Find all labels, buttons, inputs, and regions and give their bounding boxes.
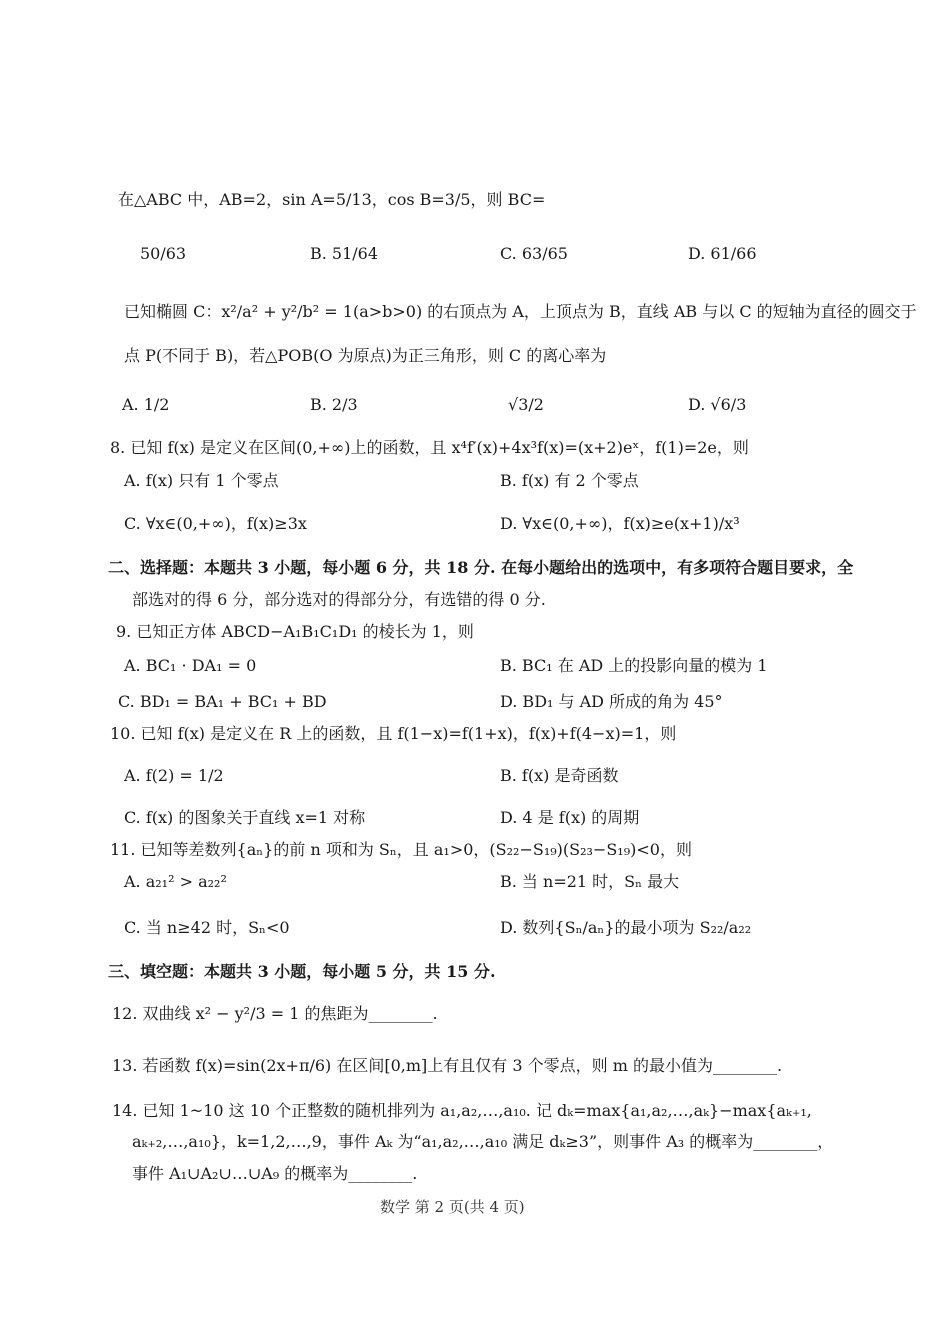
q10-option-a: A. f(2) = 1/2 [124,766,224,785]
q8-option-c: C. ∀x∈(0,+∞)，f(x)≥3x [124,514,307,533]
q10-option-b: B. f(x) 是奇函数 [500,766,619,785]
q11-option-c: C. 当 n≥42 时，Sₙ<0 [124,918,290,937]
q9-option-d: D. BD₁ 与 AD 所成的角为 45° [500,692,723,711]
q5-option-d: D. 61/66 [688,244,757,263]
q14-line3: 事件 A₁∪A₂∪…∪A₉ 的概率为________. [132,1164,418,1183]
q12-stem: 12. 双曲线 x² − y²/3 = 1 的焦距为________. [112,1004,438,1023]
q5-stem: 在△ABC 中，AB=2，sin A=5/13，cos B=3/5，则 BC= [118,190,546,209]
page-footer: 数学 第 2 页(共 4 页) [380,1198,525,1216]
q10-option-d: D. 4 是 f(x) 的周期 [500,808,640,827]
q9-option-c: C. BD₁ = BA₁ + BC₁ + BD [118,692,327,711]
q9-option-b: B. BC₁ 在 AD 上的投影向量的模为 1 [500,656,768,675]
q8-option-d: D. ∀x∈(0,+∞)，f(x)≥e(x+1)/x³ [500,514,740,533]
section2-heading-line1: 二、选择题：本题共 3 小题，每小题 6 分，共 18 分. 在每小题给出的选项中，有多项符合题目要求，全 [108,558,854,577]
q14-line2: aₖ₊₂,…,a₁₀}，k=1,2,…,9，事件 Aₖ 为“a₁,a₂,…,a₁₀ 满足 dₖ≥3”，则事件 A₃ 的概率为________， [132,1132,834,1151]
q6-option-c: √3/2 [508,395,544,414]
q6-option-b: B. 2/3 [310,395,358,414]
q10-stem: 10. 已知 f(x) 是定义在 R 上的函数，且 f(1−x)=f(1+x)，f(x)+f(4−x)=1，则 [110,724,677,743]
q6-option-d: D. √6/3 [688,395,747,414]
q5-option-c: C. 63/65 [500,244,568,263]
q14-line1: 14. 已知 1~10 这 10 个正整数的随机排列为 a₁,a₂,…,a₁₀. 记 dₖ=max{a₁,a₂,…,aₖ}−max{aₖ₊₁, [112,1101,812,1120]
q11-option-a: A. a₂₁² > a₂₂² [124,872,227,891]
q8-stem: 8. 已知 f(x) 是定义在区间(0,+∞)上的函数，且 x⁴f′(x)+4x³f(x)=(x+2)eˣ，f(1)=2e，则 [110,438,749,457]
q13-stem: 13. 若函数 f(x)=sin(2x+π/6) 在区间[0,m]上有且仅有 3 个零点，则 m 的最小值为________. [112,1056,783,1075]
q10-option-c: C. f(x) 的图象关于直线 x=1 对称 [124,808,366,827]
q6-stem-line1: 已知椭圆 C：x²/a² + y²/b² = 1(a>b>0) 的右顶点为 A，上顶点为 B，直线 AB 与以 C 的短轴为直径的圆交于 [124,302,917,321]
q9-stem: 9. 已知正方体 ABCD−A₁B₁C₁D₁ 的棱长为 1，则 [116,622,474,641]
q11-stem: 11. 已知等差数列{aₙ}的前 n 项和为 Sₙ，且 a₁>0，(S₂₂−S₁₉)(S₂₃−S₁₉)<0，则 [110,840,692,859]
q8-option-b: B. f(x) 有 2 个零点 [500,471,639,490]
q8-option-a: A. f(x) 只有 1 个零点 [124,471,279,490]
section2-heading-line2: 部选对的得 6 分，部分选对的得部分分，有选错的得 0 分. [132,590,546,609]
q5-option-a: 50/63 [140,244,187,263]
q9-option-a: A. BC₁ · DA₁ = 0 [124,656,257,675]
q6-stem-line2: 点 P(不同于 B)，若△POB(O 为原点)为正三角形，则 C 的离心率为 [124,346,607,365]
section3-heading: 三、填空题：本题共 3 小题，每小题 5 分，共 15 分. [108,962,496,981]
q5-option-b: B. 51/64 [310,244,379,263]
q11-option-d: D. 数列{Sₙ/aₙ}的最小项为 S₂₂/a₂₂ [500,918,752,937]
q6-option-a: A. 1/2 [122,395,170,414]
q11-option-b: B. 当 n=21 时，Sₙ 最大 [500,872,680,891]
